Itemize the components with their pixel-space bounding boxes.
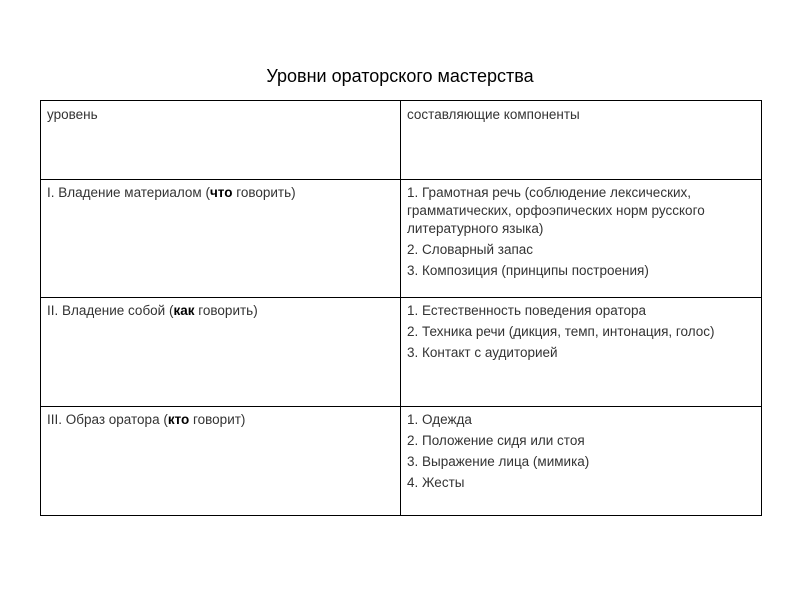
level-keyword: что [209, 185, 233, 200]
level-prefix: III. Образ оратора ( [47, 412, 168, 427]
page-title: Уровни ораторского мастерства [266, 66, 534, 86]
components-cell [401, 180, 762, 298]
list-item: 4. Жесты [407, 475, 465, 490]
level-text [41, 298, 400, 320]
header-cell-components [401, 101, 762, 180]
level-cell [41, 180, 401, 298]
header-components-label: составляющие компоненты [407, 107, 580, 122]
level-suffix: говорить) [232, 185, 296, 200]
list-item: 1. Одежда [407, 412, 472, 427]
level-keyword: кто [167, 412, 190, 427]
level-suffix: говорить) [194, 303, 258, 318]
table-row [41, 180, 762, 298]
list-item: 2. Техника речи (дикция, темп, интонация, голос) [407, 324, 715, 339]
level-keyword: как [173, 303, 195, 318]
header-cell-level [41, 101, 401, 180]
list-item: 1. Естественность поведения оратора [407, 303, 647, 318]
table-header-row [41, 101, 762, 180]
list-item: 1. Грамотная речь (соблюдение лексических, грамматических, орфоэпических норм русского литературного языка) [407, 185, 705, 236]
components-list [407, 302, 755, 362]
level-suffix: говорит) [189, 412, 246, 427]
header-level-label: уровень [47, 107, 98, 122]
table-row [41, 298, 762, 407]
components-list [407, 411, 755, 492]
components-cell [401, 298, 762, 407]
level-cell [41, 298, 401, 407]
list-item: 3. Композиция (принципы построения) [407, 263, 649, 278]
level-text [41, 180, 400, 202]
list-item: 3. Контакт с аудиторией [407, 345, 558, 360]
components-list [407, 184, 755, 280]
level-prefix: I. Владение материалом ( [47, 185, 210, 200]
level-text [41, 407, 400, 429]
list-item: 3. Выражение лица (мимика) [407, 454, 590, 469]
level-prefix: II. Владение собой ( [47, 303, 174, 318]
list-item: 2. Положение сидя или стоя [407, 433, 585, 448]
level-cell [41, 407, 401, 516]
table-row [41, 407, 762, 516]
levels-table [40, 100, 762, 516]
list-item: 2. Словарный запас [407, 242, 534, 257]
components-cell [401, 407, 762, 516]
